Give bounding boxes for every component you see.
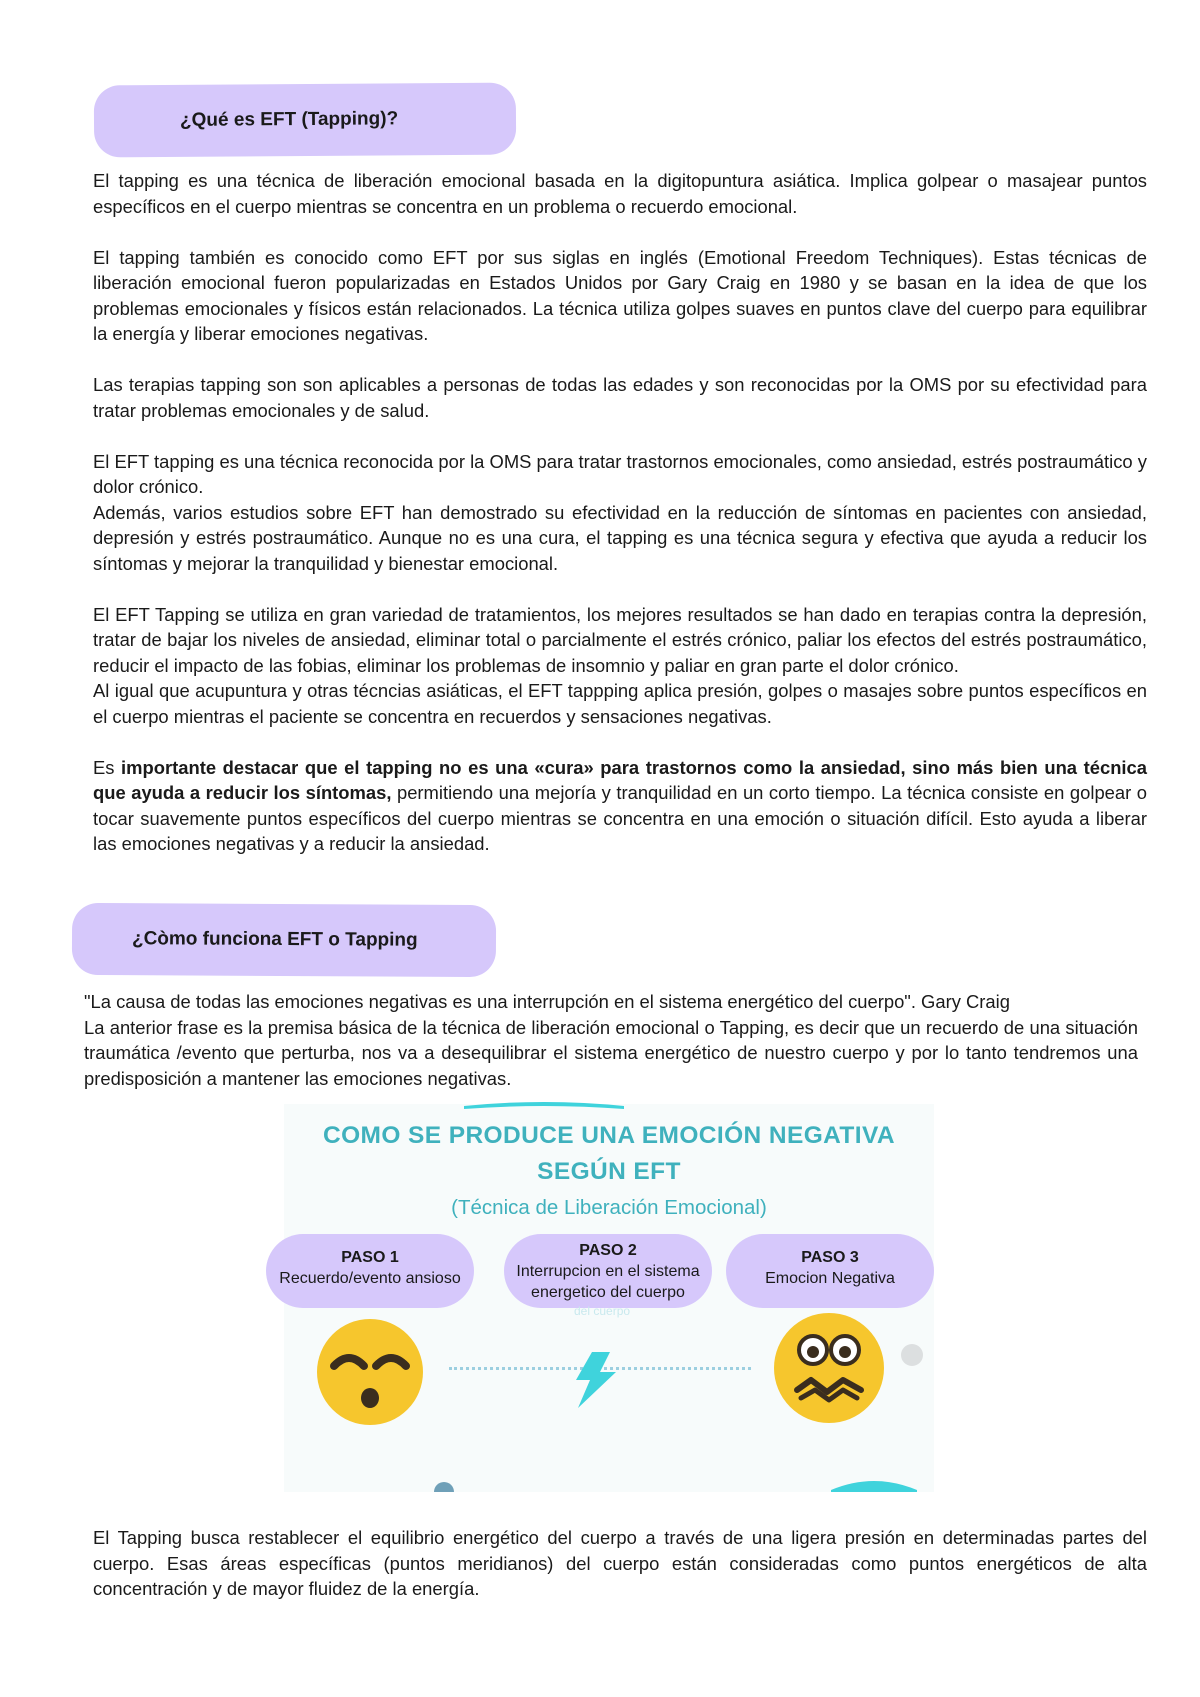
step-label: PASO 1 bbox=[341, 1249, 399, 1266]
faded-text: del cuerpo bbox=[574, 1304, 631, 1318]
infographic-subtitle: (Técnica de Liberación Emocional) bbox=[451, 1196, 767, 1219]
section-heading-what-is-eft bbox=[94, 83, 516, 158]
paragraph: El tapping es una técnica de liberación emocional basada en la digitopuntura asiática. Implica golpear o masajear puntos específicos en el cuerpo mientras se concentra en un problema o recuerdo emocional. bbox=[93, 170, 1147, 217]
grimacing-face-icon bbox=[771, 1310, 887, 1426]
paragraph: El EFT Tapping se utiliza en gran variedad de tratamientos, los mejores resultados se han dado en terapias contra la depresión, tratar de bajar los niveles de ansiedad, eliminar total o parcialmente el estrés crónico, paliar los efectos del estrés postraumático, reducir el impacto de las fobias, eliminar los problemas de insomnio y paliar en gran parte el dolor crónico. bbox=[93, 603, 1147, 676]
paragraph-important bbox=[93, 755, 1147, 857]
section-heading-how-it-works bbox=[72, 903, 496, 977]
paragraph: La anterior frase es la premisa básica de la técnica de liberación emocional o Tapping, es decir que un recuerdo de una situación traumática /evento que perturba, nos va a desequilibrar el sistema energético de nuestro cuerpo y por lo tanto tendremos una predisposición a mantener las emociones negativas. bbox=[84, 1016, 1138, 1089]
text-bold: importante destacar que el tapping no es una «cura» para trastornos como la ansiedad, sino más bien una técnica que ayuda a reducir los síntomas, bbox=[93, 756, 1147, 803]
section-body-what-is-eft bbox=[93, 168, 1147, 857]
heading-text: ¿Qué es EFT (Tapping)? bbox=[179, 108, 399, 131]
decorative-dot bbox=[901, 1344, 923, 1366]
step-text: Recuerdo/evento ansioso bbox=[279, 1270, 461, 1287]
infographic-negative-emotion bbox=[279, 1104, 934, 1492]
paragraph: Las terapias tapping son son aplicables a personas de todas las edades y son reconocidas por la OMS por su efectividad para tratar problemas emocionales y de salud. bbox=[93, 374, 1147, 421]
step-2 bbox=[504, 1234, 712, 1308]
step-text: energetico del cuerpo bbox=[531, 1284, 685, 1301]
step-text: Emocion Negativa bbox=[765, 1270, 895, 1287]
infographic-title: SEGÚN EFT bbox=[537, 1158, 681, 1185]
paragraph: El EFT tapping es una técnica reconocida por la OMS para tratar trastornos emocionales, como ansiedad, estrés postraumático y dolor crónico. bbox=[93, 450, 1147, 497]
section-body-how-it-works bbox=[84, 989, 1138, 1091]
step-text: Interrupcion en el sistema bbox=[516, 1263, 700, 1280]
top-wave-decoration bbox=[454, 1094, 634, 1114]
bottom-wave-decoration bbox=[829, 1472, 919, 1492]
step-label: PASO 3 bbox=[801, 1249, 859, 1266]
paragraph: Además, varios estudios sobre EFT han demostrado su efectividad en la reducción de síntomas en pacientes con ansiedad, depresión y estrés postraumático. Aunque no es una cura, el tapping es una técnica segura y efectiva que ayuda a reducir los síntomas y mejorar la tranquilidad y bienestar emocional. bbox=[93, 501, 1147, 574]
lightning-bolt-icon bbox=[572, 1350, 618, 1410]
quote: "La causa de todas las emociones negativas es una interrupción en el sistema energético del cuerpo". Gary Craig bbox=[84, 991, 1010, 1012]
step-label: PASO 2 bbox=[579, 1242, 637, 1259]
section-body-closing bbox=[93, 1525, 1147, 1602]
paragraph: El Tapping busca restablecer el equilibrio energético del cuerpo a través de una ligera presión en determinadas partes del cuerpo. Esas áreas específicas (puntos meridianos) del cuerpo están consideradas como puntos energéticos de alta concentración y de mayor fluidez de la energía. bbox=[93, 1527, 1147, 1599]
paragraph: El tapping también es conocido como EFT por sus siglas en inglés (Emotional Freedom Techniques). Estas técnicas de liberación emocional fueron popularizadas en Estados Unidos por Gary Craig en 1980 y se basan en la idea de que los problemas emocionales y físicos están relacionados. La técnica utiliza golpes suaves en puntos clave del cuerpo para equilibrar la energía y liberar emociones negativas. bbox=[93, 246, 1147, 344]
bottom-dot-decoration bbox=[432, 1480, 456, 1492]
sleepy-face-icon bbox=[314, 1316, 426, 1428]
step-3 bbox=[726, 1234, 934, 1308]
text-end: permitiendo una mejoría y tranquilidad en un corto tiempo. La técnica consiste en golpear o tocar suavemente puntos específicos del cuerpo mientras se concentra en una emoción o situación difícil. Esto ayuda a liberar las emociones negativas y a reducir la ansiedad. bbox=[93, 782, 1147, 854]
step-1 bbox=[266, 1234, 474, 1308]
heading-text: ¿Còmo funciona EFT o Tapping bbox=[131, 928, 418, 951]
infographic-title: COMO SE PRODUCE UNA EMOCIÓN NEGATIVA bbox=[322, 1122, 896, 1149]
text-start: Es bbox=[93, 756, 122, 778]
paragraph: Al igual que acupuntura y otras técncias asiáticas, el EFT tappping aplica presión, golpes o masajes sobre puntos específicos en el cuerpo mientras el paciente se concentra en recuerdos y sensaciones negativas. bbox=[93, 680, 1147, 727]
